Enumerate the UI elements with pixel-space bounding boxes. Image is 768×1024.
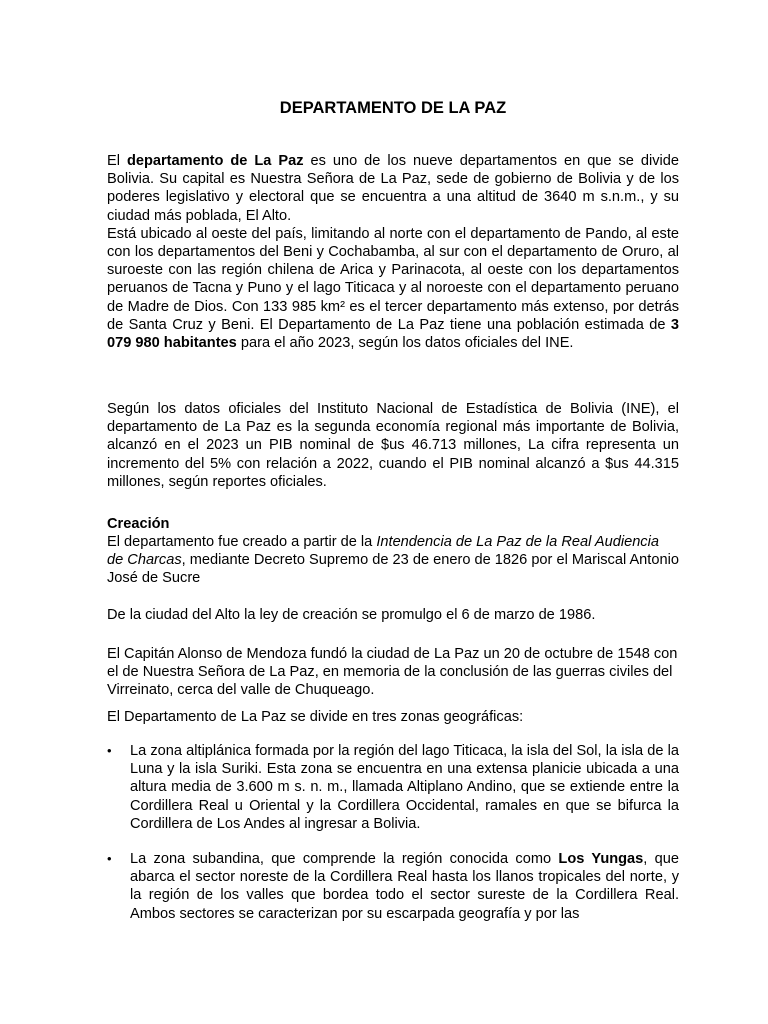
creation-text: , mediante Decreto Supremo de 23 de enero de 1826 por el Mariscal Antonio José de Sucre	[107, 552, 679, 587]
creation-text: El departamento fue creado a partir de la	[107, 534, 377, 550]
creation-italic-name: Intendencia de La Paz de la Real Audiencia de Charcas	[107, 534, 659, 569]
creation-paragraph	[107, 533, 679, 588]
list-item-text	[130, 850, 679, 923]
intro-text: El	[107, 153, 127, 169]
intro-bold-name: departamento de La Paz	[126, 153, 304, 169]
population-figure: 3 079 980 habitantes	[107, 316, 679, 352]
bullet-icon: •	[107, 851, 112, 866]
economy-paragraph: Según los datos oficiales del Instituto Nacional de Estadística de Bolivia (INE), el departamento de La Paz es la segunda economía regional más importante de Bolivia, alcanzó en el 2023 un PIB nominal de $us 46.713 millones, La cifra representa un incremento del 5% con relación a 2022, cuando el PIB nominal alcanzó a $us 44.315 millones, según reportes oficiales.	[107, 401, 679, 490]
list-item-text: La zona altiplánica formada por la región del lago Titicaca, la isla del Sol, la isla de la Luna y la isla Suriki. Esta zona se encuentra en una extensa planicie ubicada a una altura media de 3.600 m s. n. m., llamada Altiplano Andino, que se extiende entre la Cordillera Real u Oriental y la Cordillera Occidental, ramales en que se bifurca la Cordillera de Los Andes al ingresar a Bolivia.	[130, 743, 679, 832]
founding-paragraph: El Capitán Alonso de Mendoza fundó la ciudad de La Paz un 20 de octubre de 1548 con el de Nuestra Señora de La Paz, en memoria de la conclusión de las guerras civiles del Virreinato, cerca del valle de Chuqueago.	[107, 646, 678, 699]
zones-intro-paragraph: El Departamento de La Paz se divide en tres zonas geográficas:	[107, 709, 524, 725]
page-title: DEPARTAMENTO DE LA PAZ	[279, 99, 507, 117]
section-heading-creacion: Creación	[107, 516, 170, 532]
yungas-bold: Los Yungas	[558, 851, 644, 867]
list-item-text-part: , que abarca el sector noreste de la Cordillera Real hasta los llanos tropicales del norte, y la región de los valles que bordea todo el sector sureste de la Cordillera Real. Ambos sectores se caracterizan por su escarpada geografía y por las	[130, 851, 680, 922]
intro-paragraph	[107, 152, 679, 352]
alto-paragraph: De la ciudad del Alto la ley de creación se promulgo el 6 de marzo de 1986.	[107, 607, 596, 623]
location-text: Está ubicado al oeste del país, limitando al norte con el departamento de Pando, al este con los departamentos del Beni y Cochabamba, al sur con el departamento de Oruro, al suroeste con las región chilena de Arica y Parinacota, al oeste con los departamentos peruanos de Tacna y Puno y el lago Titicaca y al noroeste con el departamento peruano de Madre de Dios. Con 133 985 km² es el tercer departamento más extenso, por detrás de Santa Cruz y Beni. El Departamento de La Paz tiene una población estimada de	[107, 225, 679, 333]
list-item-text-part: La zona subandina, que comprende la región conocida como	[130, 851, 559, 867]
location-text: para el año 2023, según los datos oficiales del INE.	[236, 335, 574, 352]
intro-text: es uno de los nueve departamentos en que se divide Bolivia. Su capital es Nuestra Señora de La Paz, sede de gobierno de Bolivia y de los poderes legislativo y electoral que se encuentra a una altitud de 3640 m s.n.m., y su ciudad más poblada, El Alto.	[107, 153, 679, 224]
bullet-icon: •	[107, 743, 112, 758]
